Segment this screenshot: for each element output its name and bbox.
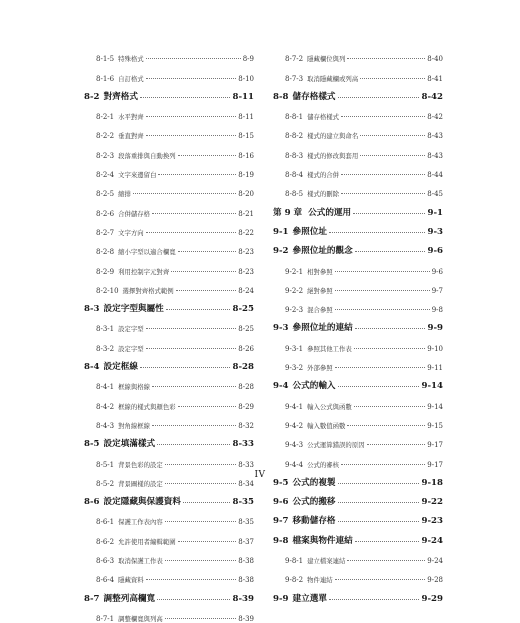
toc-entry-sub — [84, 179, 254, 198]
entry-page-number: 8-39 — [232, 593, 254, 604]
entry-number: 8-2-2 — [96, 132, 115, 141]
entry-title: 選擇對齊格式範例 — [122, 286, 174, 295]
dot-leader — [146, 78, 237, 79]
entry-title: 縮排 — [118, 190, 131, 199]
toc-entry-sub — [84, 565, 254, 584]
dot-leader — [335, 290, 430, 291]
entry-title: 設定隱藏與保護資料 — [103, 497, 181, 508]
toc-entry-sub — [84, 198, 254, 217]
entry-page-number: 8-37 — [238, 537, 254, 546]
entry-number: 8-7-2 — [285, 55, 304, 64]
toc-entry-section — [84, 430, 254, 449]
toc-entry-sub — [273, 449, 443, 468]
entry-page-number: 9-17 — [427, 460, 443, 469]
entry-page-number: 8-28 — [232, 362, 254, 373]
toc-entry-sub — [273, 160, 443, 179]
toc-entry-sub — [84, 160, 254, 179]
toc-entry-sub — [84, 546, 254, 565]
entry-page-number: 9-9 — [427, 323, 443, 334]
entry-title: 輸入數值函數 — [307, 421, 346, 430]
entry-title: 參照位址 — [292, 226, 327, 237]
entry-title: 參照其他工作表 — [307, 344, 352, 353]
entry-title: 背景色彩的設定 — [118, 460, 163, 469]
dot-leader — [354, 406, 425, 407]
dot-leader — [335, 271, 430, 272]
dot-leader — [355, 251, 426, 252]
toc-entry-chapter — [273, 198, 443, 217]
entry-number: 9-2-3 — [285, 306, 304, 315]
entry-title: 參照位址的連結 — [292, 323, 353, 334]
entry-number: 8-8 — [273, 91, 289, 102]
entry-title: 樣式的刪除 — [307, 190, 340, 199]
entry-title: 樣式的合併 — [307, 171, 340, 180]
entry-page-number: 8-29 — [238, 402, 254, 411]
toc-entry-sub — [273, 179, 443, 198]
entry-page-number: 8-11 — [238, 113, 254, 122]
entry-page-number: 8-21 — [238, 209, 254, 218]
dot-leader — [152, 386, 236, 387]
entry-title: 合併儲存格 — [118, 209, 151, 218]
entry-number: 8-6 — [84, 497, 100, 508]
entry-page-number: 8-43 — [427, 132, 443, 141]
dot-leader — [183, 502, 231, 503]
toc-entry-section — [84, 83, 254, 102]
entry-page-number: 8-24 — [238, 286, 254, 295]
entry-title: 隱藏欄位與列 — [307, 55, 346, 64]
dot-leader — [355, 541, 420, 542]
entry-number: 8-2-8 — [96, 248, 115, 257]
toc-entry-sub — [84, 218, 254, 237]
entry-page-number: 8-20 — [238, 190, 254, 199]
toc-entry-sub — [273, 44, 443, 63]
toc-right-column — [273, 44, 443, 604]
dot-leader — [353, 213, 425, 214]
toc-entry-section — [273, 372, 443, 391]
dot-leader — [335, 309, 430, 310]
toc-entry-section — [84, 584, 254, 603]
entry-number: 9-2-1 — [285, 267, 304, 276]
entry-number: 8-2-1 — [96, 113, 115, 122]
dot-leader — [360, 135, 425, 136]
toc-entry-sub — [84, 333, 254, 352]
dot-leader — [146, 58, 241, 59]
toc-entry-section — [273, 584, 443, 603]
entry-number: 8-8-4 — [285, 171, 304, 180]
toc-entry-sub — [273, 353, 443, 372]
entry-page-number: 8-22 — [238, 228, 254, 237]
toc-entry-sub — [273, 391, 443, 410]
toc-entry-sub — [273, 333, 443, 352]
entry-number: 8-5-2 — [96, 479, 115, 488]
dot-leader — [341, 193, 425, 194]
dot-leader — [133, 193, 236, 194]
entry-page-number: 8-16 — [238, 151, 254, 160]
dot-leader — [140, 97, 231, 98]
dot-leader — [329, 599, 420, 600]
entry-page-number: 8-34 — [238, 479, 254, 488]
entry-page-number: 8-23 — [238, 267, 254, 276]
dot-leader — [146, 116, 237, 117]
entry-number: 8-8-1 — [285, 113, 304, 122]
entry-number: 8-3-1 — [96, 325, 115, 334]
entry-number: 9-2 — [273, 246, 289, 257]
entry-number: 9-8-1 — [285, 557, 304, 566]
entry-title: 公式的複製 — [292, 477, 336, 488]
entry-number: 8-7-1 — [96, 614, 115, 623]
dot-leader — [329, 232, 426, 233]
entry-title: 隱藏資料 — [118, 576, 144, 585]
dot-leader — [165, 521, 236, 522]
entry-page-number: 8-15 — [238, 132, 254, 141]
entry-number: 8-7-3 — [285, 74, 304, 83]
toc-entry-sub — [84, 314, 254, 333]
entry-title: 外部參照 — [307, 364, 333, 373]
dot-leader — [146, 579, 237, 580]
dot-leader — [367, 444, 426, 445]
dot-leader — [178, 251, 237, 252]
entry-number: 9-4-3 — [285, 441, 304, 450]
entry-page-number: 8-45 — [427, 190, 443, 199]
entry-title: 調整列高欄寬 — [103, 593, 156, 604]
entry-title: 文字來邊留白 — [118, 171, 157, 180]
dot-leader — [338, 483, 420, 484]
dot-leader — [176, 290, 237, 291]
entry-page-number: 8-25 — [232, 304, 254, 315]
toc-entry-sub — [84, 391, 254, 410]
toc-entry-sub — [84, 449, 254, 468]
entry-title: 對齊格式 — [103, 91, 138, 102]
entry-title: 設定填滿樣式 — [103, 439, 156, 450]
dot-leader — [157, 444, 230, 445]
entry-title: 公式的審核 — [307, 460, 340, 469]
entry-number: 8-2 — [84, 91, 100, 102]
entry-title: 縮小字型以適合欄寬 — [118, 248, 176, 257]
toc-entry-sub — [84, 140, 254, 159]
toc-entry-sub — [273, 276, 443, 295]
entry-page-number: 8-9 — [242, 55, 254, 64]
toc-entry-section — [273, 237, 443, 256]
toc-entry-sub — [273, 565, 443, 584]
dot-leader — [171, 271, 236, 272]
entry-number: 8-6-1 — [96, 518, 115, 527]
entry-title: 框線的樣式與顏色彩 — [118, 402, 176, 411]
entry-page-number: 8-10 — [238, 74, 254, 83]
entry-title: 自訂格式 — [118, 74, 144, 83]
toc-entry-sub — [273, 430, 443, 449]
dot-leader — [152, 213, 236, 214]
dot-leader — [166, 309, 231, 310]
dot-leader — [165, 483, 236, 484]
toc-entry-sub — [84, 102, 254, 121]
entry-page-number: 9-22 — [421, 497, 443, 508]
entry-page-number: 8-41 — [427, 74, 443, 83]
entry-page-number: 8-23 — [238, 248, 254, 257]
toc-entry-sub — [273, 411, 443, 430]
entry-title: 文字方向 — [118, 228, 144, 237]
entry-page-number: 8-44 — [427, 171, 443, 180]
toc-entry-section — [273, 507, 443, 526]
toc-entry-section — [273, 83, 443, 102]
entry-title: 建立檔案連結 — [307, 557, 346, 566]
entry-number: 8-8-3 — [285, 151, 304, 160]
entry-title: 公式的運用 — [308, 207, 352, 218]
entry-number: 8-1-6 — [96, 74, 115, 83]
entry-number: 8-3-2 — [96, 344, 115, 353]
entry-title: 儲存格樣式 — [292, 91, 336, 102]
entry-title: 框線與格線 — [118, 383, 151, 392]
dot-leader — [355, 328, 426, 329]
toc-entry-sub — [84, 507, 254, 526]
entry-page-number: 8-35 — [232, 497, 254, 508]
dot-leader — [347, 58, 425, 59]
entry-page-number: 8-33 — [238, 460, 254, 469]
entry-title: 輸入公式與函數 — [307, 402, 352, 411]
entry-page-number: 9-3 — [427, 226, 443, 237]
dot-leader — [360, 155, 425, 156]
entry-number: 8-4 — [84, 362, 100, 373]
dot-leader — [165, 560, 236, 561]
dot-leader — [158, 174, 236, 175]
entry-title: 設定框線 — [103, 362, 138, 373]
entry-title: 允許使用者編輯範圍 — [118, 537, 176, 546]
toc-entry-sub — [273, 102, 443, 121]
entry-number: 9-3-2 — [285, 364, 304, 373]
toc-entry-sub — [273, 121, 443, 140]
entry-page-number: 8-42 — [421, 91, 443, 102]
entry-page-number: 9-7 — [431, 286, 443, 295]
entry-title: 保護工作表內容 — [118, 518, 163, 527]
entry-page-number: 9-24 — [427, 557, 443, 566]
toc-entry-sub — [84, 237, 254, 256]
entry-title: 對角線框線 — [118, 421, 151, 430]
entry-title: 樣式的建立與命名 — [307, 132, 359, 141]
entry-number: 9-8 — [273, 535, 289, 546]
entry-title: 特殊格式 — [118, 55, 144, 64]
entry-title: 樣式的修改與套用 — [307, 151, 359, 160]
entry-page-number: 9-29 — [421, 593, 443, 604]
dot-leader — [360, 78, 425, 79]
entry-title: 取消保護工作表 — [118, 557, 163, 566]
toc-entry-section — [273, 218, 443, 237]
entry-number: 8-8-2 — [285, 132, 304, 141]
dot-leader — [338, 386, 420, 387]
dot-leader — [146, 232, 237, 233]
dot-leader — [335, 579, 426, 580]
toc-entry-sub — [84, 44, 254, 63]
entry-number: 8-4-3 — [96, 421, 115, 430]
entry-title: 相對參照 — [307, 267, 333, 276]
entry-page-number: 9-28 — [427, 576, 443, 585]
entry-page-number: 9-8 — [431, 306, 443, 315]
dot-leader — [146, 348, 237, 349]
dot-leader — [347, 560, 425, 561]
toc-entry-sub — [273, 63, 443, 82]
entry-number: 8-2-4 — [96, 171, 115, 180]
entry-page-number: 9-14 — [427, 402, 443, 411]
entry-number: 8-2-6 — [96, 209, 115, 218]
dot-leader — [178, 541, 237, 542]
toc-entry-sub — [84, 411, 254, 430]
entry-number: 9-2-2 — [285, 286, 304, 295]
entry-number: 9-1 — [273, 226, 289, 237]
entry-page-number: 9-18 — [421, 477, 443, 488]
entry-title: 混合參照 — [307, 306, 333, 315]
entry-page-number: 9-24 — [421, 535, 443, 546]
entry-title: 儲存格樣式 — [307, 113, 340, 122]
dot-leader — [165, 464, 236, 465]
entry-number: 9-4-2 — [285, 421, 304, 430]
entry-number: 9-4-1 — [285, 402, 304, 411]
entry-title: 垂直對齊 — [118, 132, 144, 141]
dot-leader — [178, 155, 237, 156]
entry-number: 8-5-1 — [96, 460, 115, 469]
dot-leader — [140, 367, 231, 368]
dot-leader — [178, 406, 237, 407]
entry-number: 8-4-1 — [96, 383, 115, 392]
entry-page-number: 9-14 — [421, 381, 443, 392]
dot-leader — [341, 464, 425, 465]
dot-leader — [338, 521, 420, 522]
entry-number: 8-2-10 — [96, 286, 119, 295]
entry-number: 9-7 — [273, 516, 289, 527]
entry-number: 8-2-7 — [96, 228, 115, 237]
entry-page-number: 8-11 — [232, 91, 254, 102]
dot-leader — [354, 348, 425, 349]
entry-title: 背景圖樣的設定 — [118, 479, 163, 488]
entry-title: 水平對齊 — [118, 113, 144, 122]
entry-title: 物件連結 — [307, 576, 333, 585]
toc-entry-section — [84, 295, 254, 314]
entry-number: 9-3 — [273, 323, 289, 334]
dot-leader — [347, 425, 425, 426]
entry-number: 8-4-2 — [96, 402, 115, 411]
entry-title: 段落重排與自動換列 — [118, 151, 176, 160]
dot-leader — [165, 618, 236, 619]
entry-number: 第 9 章 — [273, 207, 303, 218]
entry-number: 9-4 — [273, 381, 289, 392]
entry-number: 8-1-5 — [96, 55, 115, 64]
entry-page-number: 8-33 — [232, 439, 254, 450]
toc-entry-section — [273, 488, 443, 507]
entry-page-number: 9-23 — [421, 516, 443, 527]
entry-page-number: 8-38 — [238, 557, 254, 566]
toc-entry-sub — [84, 276, 254, 295]
entry-number: 8-7 — [84, 593, 100, 604]
entry-page-number: 9-1 — [427, 207, 443, 218]
entry-number: 9-5 — [273, 477, 289, 488]
entry-title: 公式的搬移 — [292, 497, 336, 508]
entry-page-number: 8-40 — [427, 55, 443, 64]
dot-leader — [338, 502, 420, 503]
toc-left-column — [84, 44, 254, 623]
entry-page-number: 9-10 — [427, 344, 443, 353]
toc-entry-section — [273, 526, 443, 545]
toc-entry-section — [84, 488, 254, 507]
entry-title: 調整欄寬與列高 — [118, 614, 163, 623]
toc-entry-sub — [273, 256, 443, 275]
toc-entry-sub — [84, 63, 254, 82]
entry-number: 9-8-2 — [285, 576, 304, 585]
entry-number: 9-4-4 — [285, 460, 304, 469]
toc-entry-section — [273, 314, 443, 333]
entry-number: 9-6 — [273, 497, 289, 508]
entry-page-number: 8-38 — [238, 576, 254, 585]
entry-page-number: 9-15 — [427, 421, 443, 430]
entry-number: 8-2-5 — [96, 190, 115, 199]
entry-title: 參照位址的觀念 — [292, 246, 353, 257]
dot-leader — [157, 599, 230, 600]
entry-page-number: 9-11 — [427, 364, 443, 373]
dot-leader — [152, 425, 236, 426]
entry-page-number: 8-25 — [238, 325, 254, 334]
entry-title: 檔案與物件連結 — [292, 535, 353, 546]
dot-leader — [338, 97, 420, 98]
entry-page-number: 8-28 — [238, 383, 254, 392]
entry-title: 取消隱藏欄或列高 — [307, 74, 359, 83]
entry-page-number: 9-17 — [427, 441, 443, 450]
entry-title: 絕對參照 — [307, 286, 333, 295]
entry-title: 設定字型與屬性 — [103, 304, 164, 315]
entry-title: 設定字型 — [118, 325, 144, 334]
entry-page-number: 9-6 — [427, 246, 443, 257]
toc-entry-sub — [273, 546, 443, 565]
dot-leader — [146, 328, 237, 329]
dot-leader — [341, 174, 425, 175]
entry-title: 公式的輸入 — [292, 381, 336, 392]
dot-leader — [335, 367, 426, 368]
entry-page-number: 8-43 — [427, 151, 443, 160]
entry-title: 移動儲存格 — [292, 516, 336, 527]
toc-entry-sub — [84, 604, 254, 623]
entry-number: 8-5 — [84, 439, 100, 450]
entry-title: 建立選單 — [292, 593, 327, 604]
entry-title: 設定字型 — [118, 344, 144, 353]
entry-page-number: 8-19 — [238, 171, 254, 180]
entry-number: 8-3 — [84, 304, 100, 315]
toc-entry-sub — [84, 256, 254, 275]
toc-entry-sub — [84, 372, 254, 391]
entry-page-number: 8-26 — [238, 344, 254, 353]
entry-number: 8-2-3 — [96, 151, 115, 160]
entry-title: 利用控制字元對齊 — [118, 267, 170, 276]
entry-title: 公式運算錯誤的原因 — [307, 441, 365, 450]
entry-page-number: 8-39 — [238, 614, 254, 623]
page-number: IV — [254, 470, 266, 480]
entry-page-number: 8-35 — [238, 518, 254, 527]
dot-leader — [146, 135, 237, 136]
toc-entry-section — [84, 353, 254, 372]
toc-entry-sub — [273, 140, 443, 159]
entry-page-number: 8-32 — [238, 421, 254, 430]
entry-number: 8-6-4 — [96, 576, 115, 585]
dot-leader — [341, 116, 425, 117]
entry-number: 9-9 — [273, 593, 289, 604]
entry-page-number: 8-42 — [427, 113, 443, 122]
entry-page-number: 9-6 — [431, 267, 443, 276]
toc-entry-sub — [273, 295, 443, 314]
toc-entry-sub — [84, 526, 254, 545]
toc-entry-sub — [84, 121, 254, 140]
entry-number: 8-6-3 — [96, 557, 115, 566]
entry-number: 8-8-5 — [285, 190, 304, 199]
entry-number: 8-2-9 — [96, 267, 115, 276]
entry-number: 8-6-2 — [96, 537, 115, 546]
entry-number: 9-3-1 — [285, 344, 304, 353]
